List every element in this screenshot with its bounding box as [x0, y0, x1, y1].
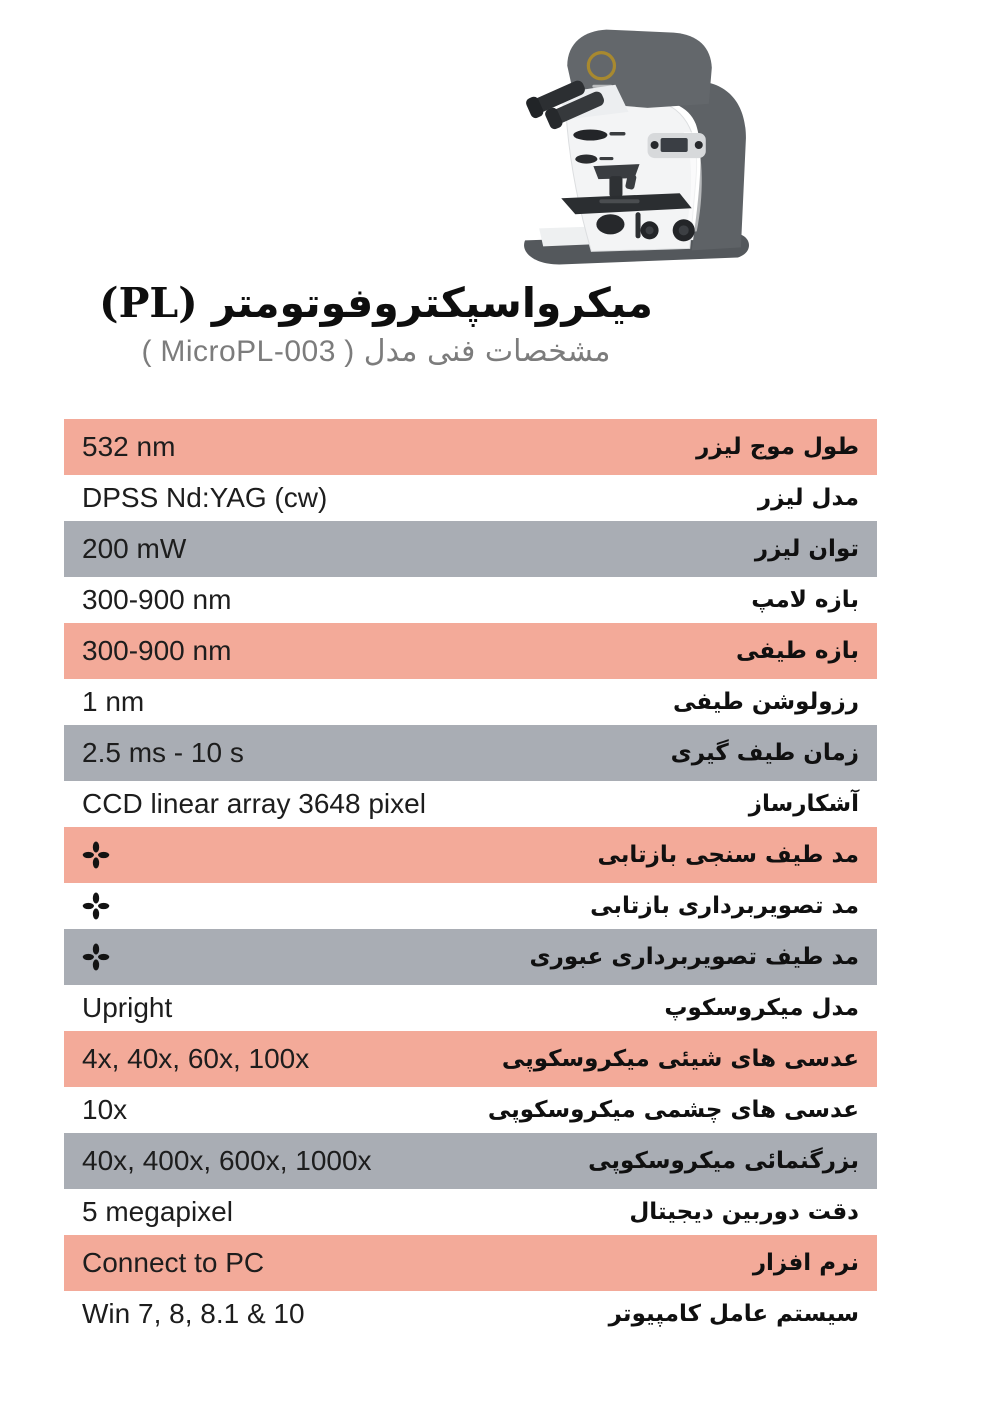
- spec-value: 300-900 nm: [82, 584, 232, 615]
- page-subtitle: [56, 334, 696, 370]
- spec-row-objective-lenses: [64, 1031, 877, 1087]
- spec-label: توان لیزر: [754, 536, 859, 562]
- spec-value: DPSS Nd:YAG (cw): [82, 482, 328, 513]
- spec-value: 532 nm: [82, 431, 176, 462]
- spec-label: بازه لامپ: [751, 587, 859, 613]
- spec-value: Connect to PC: [82, 1247, 265, 1278]
- spec-label: نرم افزار: [752, 1250, 859, 1276]
- spec-row-detector: [64, 781, 877, 827]
- four-petal-asterisk-icon: [82, 839, 110, 871]
- spec-table: [64, 419, 877, 1337]
- spec-row-magnification: [64, 1133, 877, 1189]
- spec-row-reflective-spectroscopy-mode: [64, 827, 877, 883]
- spec-label: مدل لیزر: [757, 485, 859, 511]
- spec-label: بازه طیفی: [736, 638, 859, 664]
- spec-label: مد تصویربرداری بازتابی: [590, 893, 859, 919]
- spec-value: 2.5 ms - 10 s: [82, 737, 244, 768]
- spec-value: [82, 941, 110, 973]
- spec-label: عدسی های چشمی میکروسکوپی: [487, 1097, 859, 1123]
- spec-row-reflective-imaging-mode: [64, 883, 877, 929]
- spec-value: 4x, 40x, 60x, 100x: [82, 1043, 310, 1074]
- spec-label: مد طیف تصویربرداری عبوری: [529, 944, 859, 970]
- spec-row-spectral-resolution: [64, 679, 877, 725]
- spec-row-transmission-imaging-mode: [64, 929, 877, 985]
- spec-value: 40x, 400x, 600x, 1000x: [82, 1145, 372, 1176]
- spec-label: آشکارساز: [748, 791, 859, 817]
- spec-label: مدل میکروسکوپ: [664, 995, 859, 1021]
- spec-value: 300-900 nm: [82, 635, 232, 666]
- spec-label: بزرگنمائی میکروسکوپی: [588, 1148, 859, 1174]
- header: [56, 280, 696, 370]
- spec-row-spectral-range: [64, 623, 877, 679]
- spec-value: [82, 890, 110, 922]
- spec-row-software: [64, 1235, 877, 1291]
- spec-value: 5 megapixel: [82, 1196, 233, 1227]
- four-petal-asterisk-icon: [82, 941, 110, 973]
- spec-value: [82, 839, 110, 871]
- spec-row-eyepiece-lenses: [64, 1087, 877, 1133]
- spec-label: سیستم عامل کامپیوتر: [608, 1301, 859, 1327]
- spec-row-operating-system: [64, 1291, 877, 1337]
- spec-label: دقت دوربین دیجیتال: [629, 1199, 859, 1225]
- page-subtitle-model: ( MicroPL-003 ): [141, 335, 355, 369]
- spec-label: رزولوشن طیفی: [672, 689, 859, 715]
- spec-value: 200 mW: [82, 533, 187, 564]
- spec-value: 1 nm: [82, 686, 145, 717]
- display-screen: [661, 138, 688, 152]
- spec-row-laser-power: [64, 521, 877, 577]
- page-title: [56, 280, 696, 327]
- four-petal-asterisk-icon: [82, 890, 110, 922]
- spec-value: Upright: [82, 992, 173, 1023]
- spec-row-laser-wavelength: [64, 419, 877, 475]
- spec-row-camera-resolution: [64, 1189, 877, 1235]
- microscope-product-image: [497, 14, 763, 268]
- spec-value: CCD linear array 3648 pixel: [82, 788, 426, 819]
- spec-row-microscope-model: [64, 985, 877, 1031]
- spec-value: 10x: [82, 1094, 128, 1125]
- page-title-fa: میکرواسپکتروفوتومتر: [211, 279, 653, 327]
- page-subtitle-fa: مشخصات فنی مدل: [363, 334, 611, 370]
- spec-value: Win 7, 8, 8.1 & 10: [82, 1298, 305, 1329]
- microscope-illustration: [497, 14, 763, 268]
- spec-label: طول موج لیزر: [696, 434, 859, 460]
- spec-label: مد طیف سنجی بازتابی: [597, 842, 859, 868]
- spec-row-acquisition-time: [64, 725, 877, 781]
- spec-label: عدسی های شیئی میکروسکوپی: [501, 1046, 859, 1072]
- page-title-latin: (PL): [99, 279, 198, 327]
- spec-label: زمان طیف گیری: [670, 740, 859, 766]
- spec-row-lamp-range: [64, 577, 877, 623]
- spec-row-laser-model: [64, 475, 877, 521]
